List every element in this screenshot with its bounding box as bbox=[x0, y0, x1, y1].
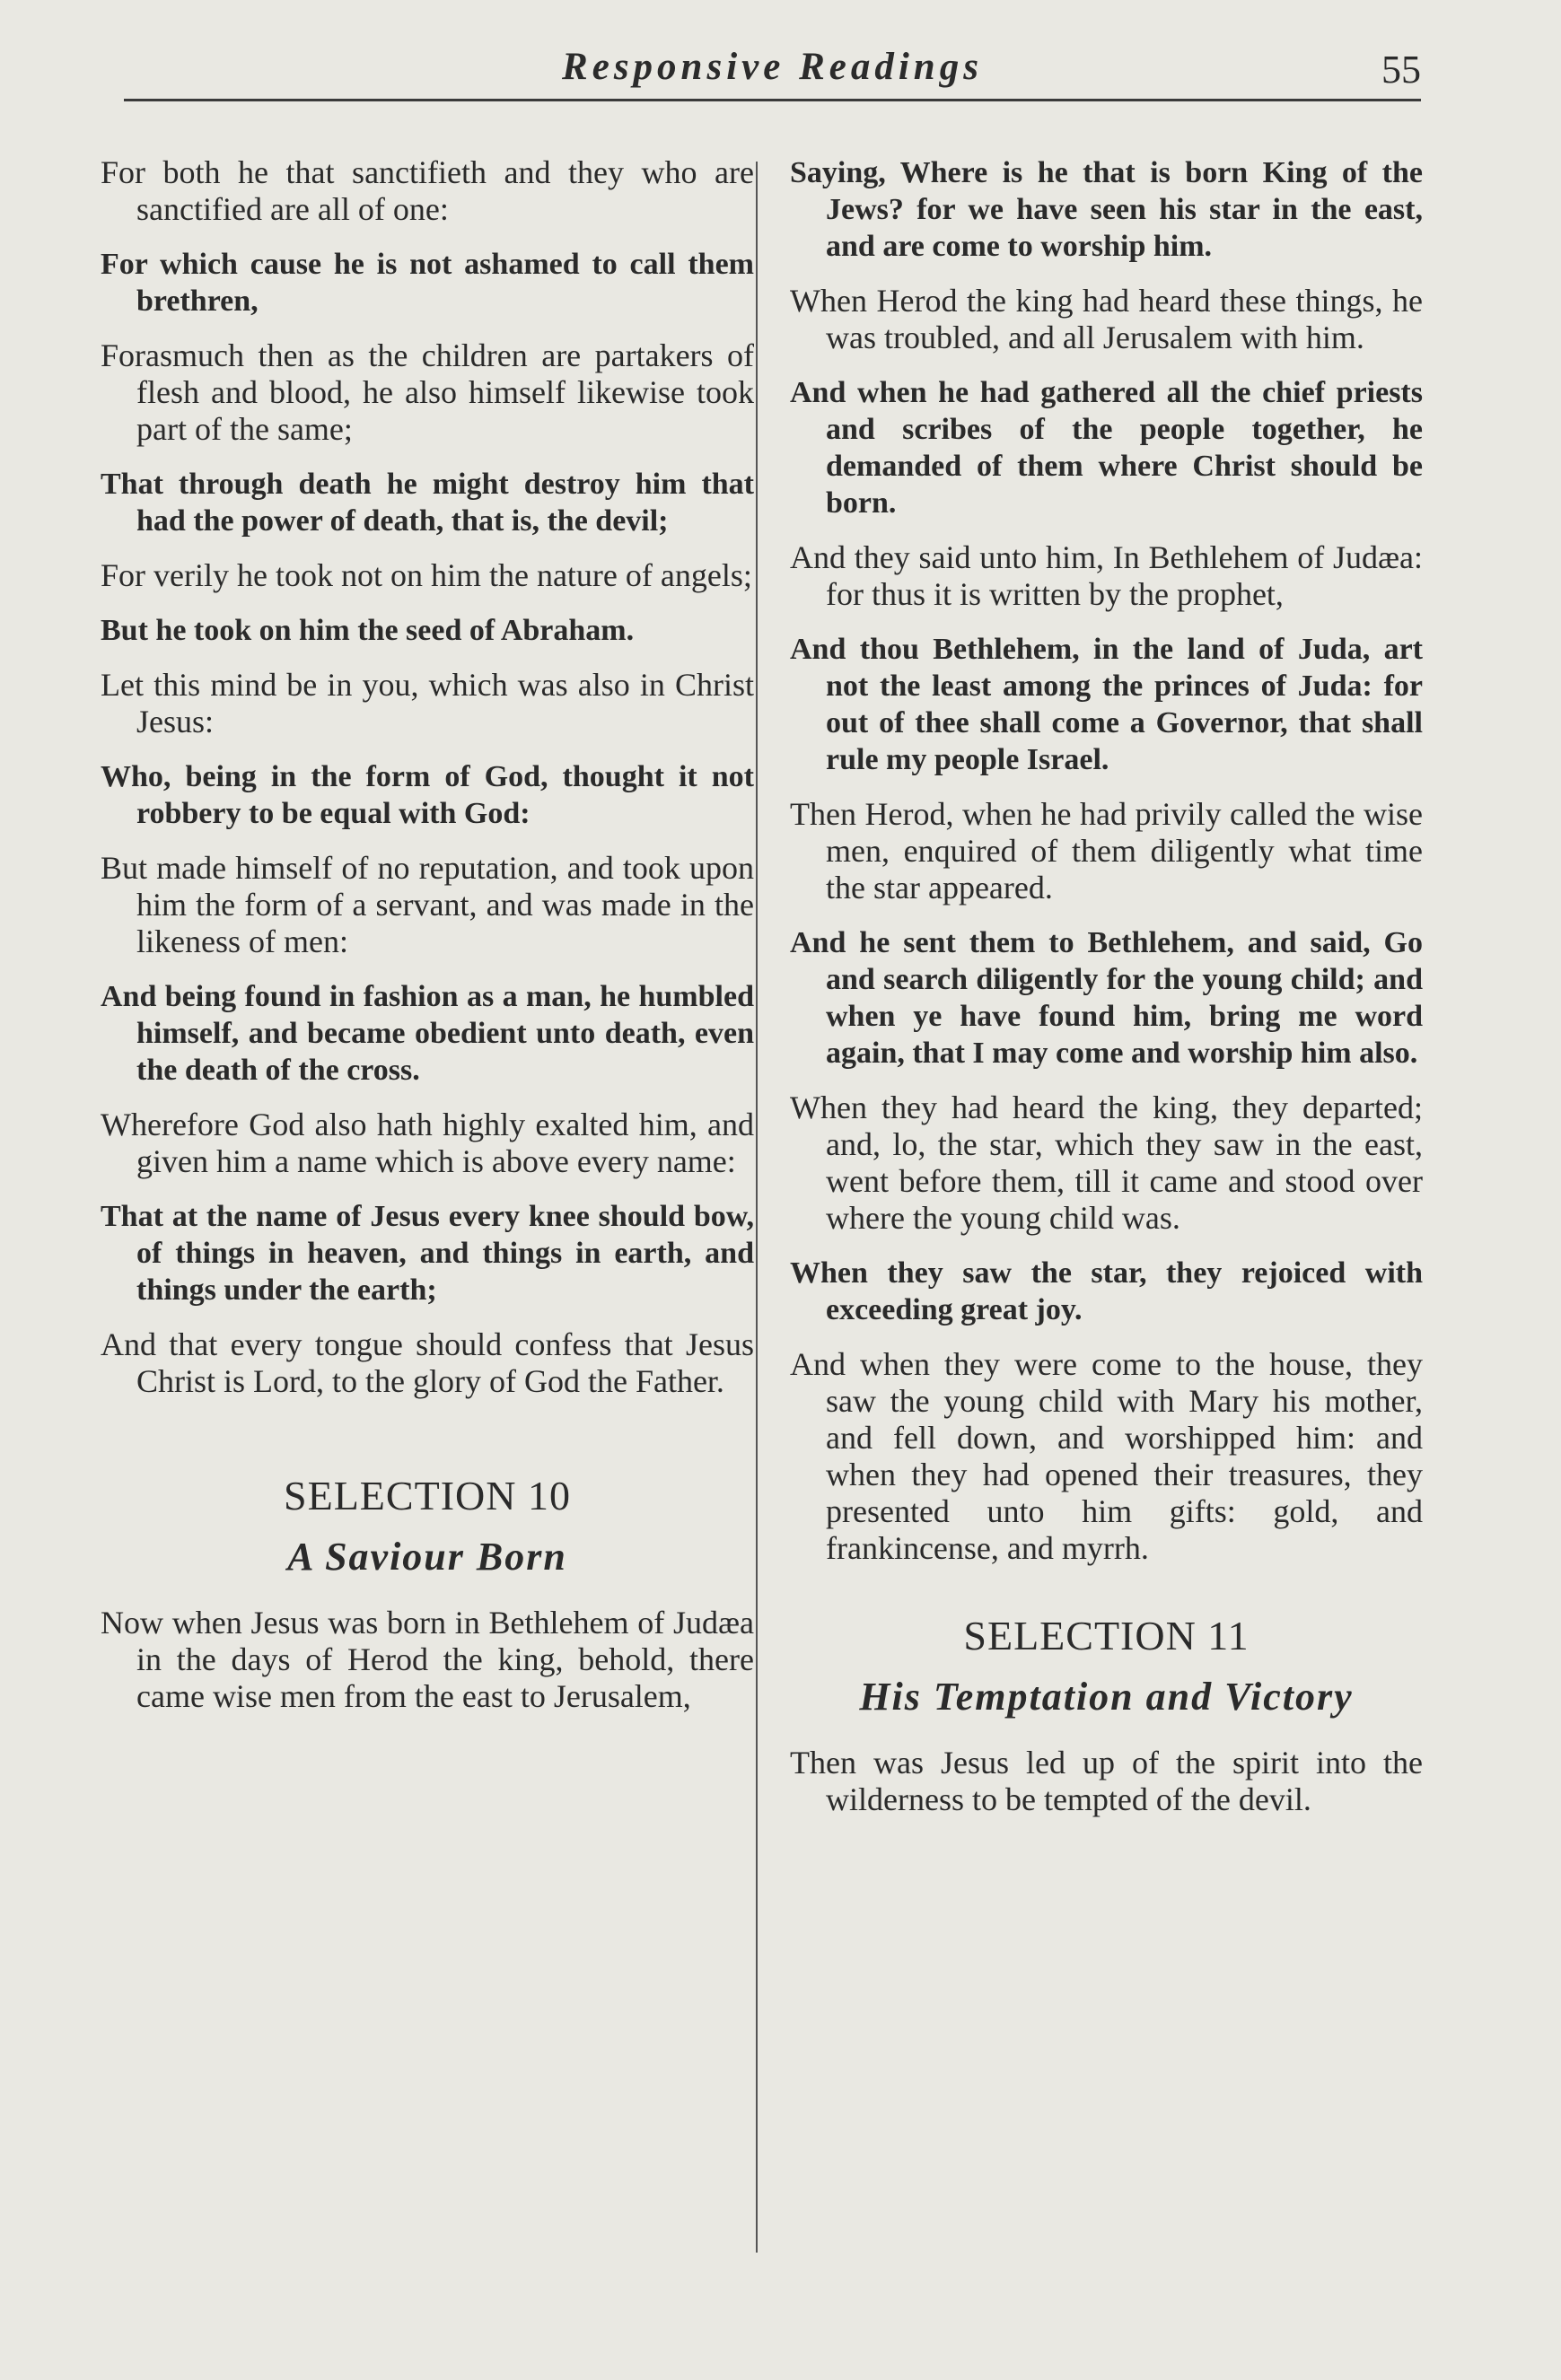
selection-subtitle: His Temptation and Victory bbox=[859, 1675, 1354, 1719]
right-column bbox=[790, 154, 1423, 1836]
verse: And thou Bethlehem, in the land of Juda, art not the least among the princes of Juda: for out of thee shall come a Governor, that shall rule my people Israel. bbox=[790, 633, 1423, 776]
verse: But made himself of no reputation, and took upon him the form of a servant, and was made in the likeness of men: bbox=[101, 850, 754, 959]
verse: When Herod the king had heard these things, he was troubled, and all Jerusalem with him. bbox=[790, 283, 1423, 355]
selection-title: SELECTION 11 bbox=[963, 1613, 1250, 1658]
verse: And that every tongue should confess that Jesus Christ is Lord, to the glory of God the Father. bbox=[101, 1326, 754, 1399]
verse: And he sent them to Bethlehem, and said, Go and search diligently for the young child; and when ye have found him, bring me word again, that I may come and worship him also. bbox=[790, 926, 1423, 1070]
verse: Who, being in the form of God, thought it not robbery to be equal with God: bbox=[101, 760, 754, 830]
verse: And they said unto him, In Bethlehem of Judæa: for thus it is written by the prophet, bbox=[790, 539, 1423, 612]
verse: Then Herod, when he had privily called the wise men, enquired of them diligently what time the star appeared. bbox=[790, 796, 1423, 906]
verse: Saying, Where is he that is born King of the Jews? for we have seen his star in the east, and are come to worship him. bbox=[790, 156, 1423, 263]
column-divider bbox=[756, 162, 758, 2253]
verse: For which cause he is not ashamed to call them brethren, bbox=[101, 248, 754, 318]
verse: Let this mind be in you, which was also in Christ Jesus: bbox=[101, 667, 754, 739]
running-title: Responsive Readings bbox=[562, 46, 983, 88]
verse: That at the name of Jesus every knee should bow, of things in heaven, and things in earth, and things under the earth; bbox=[101, 1200, 754, 1307]
verse: And when he had gathered all the chief priests and scribes of the people together, he demanded of them where Christ should be born. bbox=[790, 376, 1423, 520]
verse: And being found in fashion as a man, he humbled himself, and became obedient unto death, even the death of the cross. bbox=[101, 980, 754, 1087]
selection-subtitle: A Saviour Born bbox=[287, 1535, 567, 1579]
left-column bbox=[101, 154, 754, 1733]
page-number: 55 bbox=[1381, 48, 1421, 92]
verse: But he took on him the seed of Abraham. bbox=[101, 614, 635, 647]
verse: And when they were come to the house, they saw the young child with Mary his mother, and fell down, and worshipped him: and when they had opened their treasures, they presented unto him gifts: gold, and frankincense, and myrrh. bbox=[790, 1346, 1423, 1566]
verse: That through death he might destroy him that had the power of death, that is, the devil; bbox=[101, 468, 754, 538]
page-header bbox=[124, 39, 1421, 101]
selection-title: SELECTION 10 bbox=[284, 1473, 571, 1518]
verse: Then was Jesus led up of the spirit into the wilderness to be tempted of the devil. bbox=[790, 1745, 1423, 1817]
verse: For verily he took not on him the nature of angels; bbox=[101, 557, 752, 593]
verse: When they had heard the king, they departed; and, lo, the star, which they saw in the east, went before them, till it came and stood over where the young child was. bbox=[790, 1089, 1423, 1236]
verse: Forasmuch then as the children are partakers of flesh and blood, he also himself likewise took part of the same; bbox=[101, 337, 754, 447]
verse: Wherefore God also hath highly exalted him, and given him a name which is above every name: bbox=[101, 1107, 754, 1179]
verse: Now when Jesus was born in Bethlehem of Judæa in the days of Herod the king, behold, there came wise men from the east to Jerusalem, bbox=[101, 1605, 754, 1714]
verse: When they saw the star, they rejoiced with exceeding great joy. bbox=[790, 1256, 1423, 1326]
verse: For both he that sanctifieth and they who are sanctified are all of one: bbox=[101, 154, 754, 227]
